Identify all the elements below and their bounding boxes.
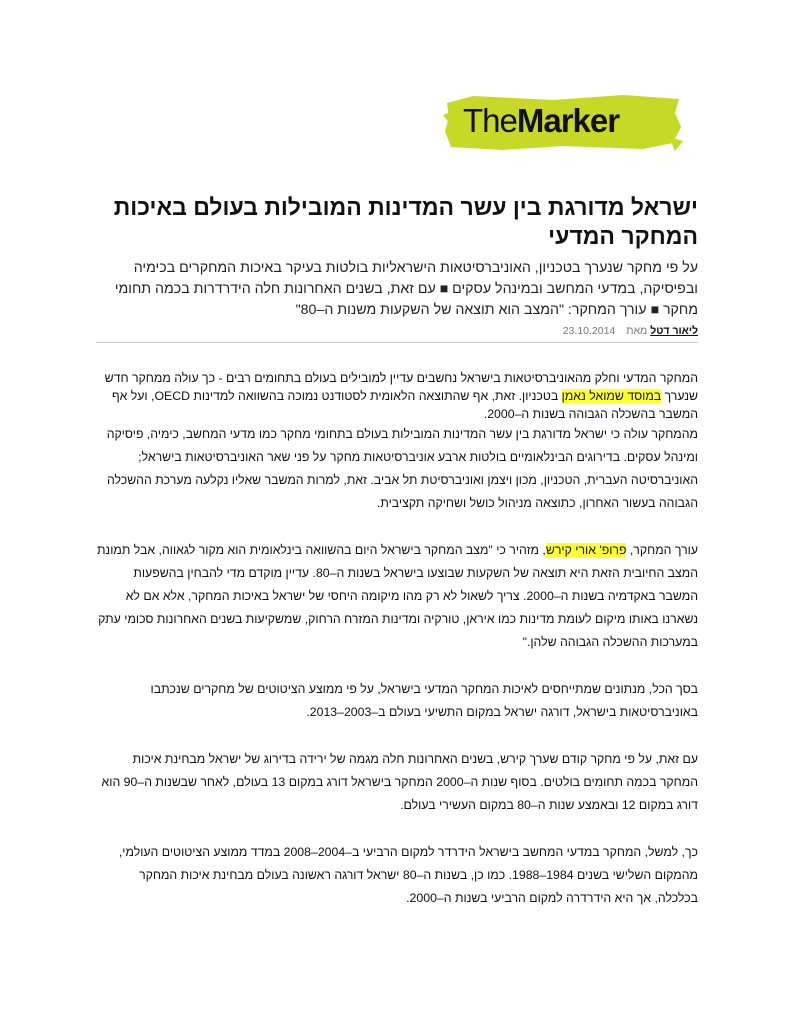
publish-date: 23.10.2014 bbox=[562, 325, 616, 337]
paragraph-5: עם זאת, על פי מחקר קודם שערך קירש, בשנים האחרונות חלה מגמה של ירידה בדירוג של ישראל מבחינת איכות המחקר בכמה תחומים בולטים. בסוף שנות ה–2000 המחקר בישראל דורג במקום 13 בעולם, לאחר שבשנות ה–90 הוא דורג במקום 12 ובאמצע שנות ה–80 במקום העשירי בעולם. bbox=[101, 752, 698, 812]
paragraph-2: מהמחקר עולה כי ישראל מדורגת בין עשר המדינות המובילות בעולם בתחומי מחקר כמו מדעי המחשב, כימיה, פיסיקה ומינהל עסקים. בדירוגים הבינלאומיים בולטות ארבע אוניברסיטאות מחקר על פני שאר האוניברסיטאות בישראל; האוניברסיטה העברית, הטכניון, מכון ויצמן ואוניברסיטת תל אביב. זאת, למרות המשבר שאליו נקלעה מערכת ההשכלה הגבוהה בעשור האחרון, כתוצאה מניהול כושל ושחיקה תקציבית. bbox=[106, 427, 698, 510]
logo-marker: Marker bbox=[516, 102, 620, 139]
article-subhead: על פי מחקר שנערך בטכניון, האוניברסיטאות הישראליות בולטות בעיקר באיכות המחקרים בכימיה ובפיסיקה, במדעי המחשב ובמינהל עסקים ■ עם זאת, בשנים האחרונות חלה הידרדרות בכמה תחומי מחקר ■ עורך המחקר: "המצב הוא תוצאה של השקעות משנות ה–80" bbox=[114, 260, 698, 318]
article-meta bbox=[563, 325, 698, 337]
article-body bbox=[94, 369, 698, 934]
highlight-samuel-neaman[interactable]: במוסד שמואל נאמן bbox=[561, 389, 662, 403]
author-link[interactable]: ליאור דטל bbox=[650, 325, 698, 337]
paragraph-3: עורך המחקר, פרופ' אורי קירש, מזהיר כי "מצב המחקר בישראל היום בהשוואה בינלאומית הוא מקור לגאווה, אבל תמונת המצב החיובית הזאת היא תוצאה של השקעות שבוצעו בישראל בשנות ה–80. עדיין מוקדם מדי להבחין בהשפעות המשבר באקדמיה בשנות ה–2000. צריך לשאול לא רק מהו מיקומה היחסי של ישראל באיכות המחקר, אלא אם לא נשארנו באותו מיקום לעומת מדינות כמו איראן, טורקיה ומדינות המזרח הרחוק, שמשקיעות בשנים האחרונות סכומי עתק במערכות ההשכלה הגבוהה שלהן." bbox=[96, 543, 698, 649]
by-label: מאת bbox=[626, 325, 648, 337]
paragraph-4: בסך הכל, מנתונים שמתייחסים לאיכות המחקר המדעי בישראל, על פי ממוצע הציטוטים של מחקרים שנכתבו באוניברסיטאות בישראל, דורגה ישראל במקום התשיעי בעולם ב–2003–2013. bbox=[150, 682, 698, 719]
article-headline: ישראל מדורגת בין עשר המדינות המובילות בעולם באיכות המחקר המדעי bbox=[113, 194, 698, 249]
divider bbox=[96, 342, 698, 343]
logo-the: The bbox=[463, 102, 517, 139]
logo-wordmark bbox=[463, 102, 619, 140]
highlight-uri-kirsch[interactable]: פרופ' אורי קירש bbox=[545, 543, 627, 557]
paragraph-6: כך, למשל, המחקר במדעי המחשב בישראל הידרדר למקום הרביעי ב–2004–2008 במדד ממוצע הציטוטים העולמי, מהמקום השלישי בשנים 1984–1988. כמו כן, בשנות ה–80 ישראל דורגה ראשונה בעולם מבחינת איכות המחקר בכלכלה, אך היא הידרדרה למקום הרביעי בשנות ה–2000. bbox=[118, 845, 698, 905]
paragraph-1: המחקר המדעי וחלק מהאוניברסיטאות בישראל נחשבים עדיין למובילים בעולם בתחומים רבים - כך עולה ממחקר חדש שנערך במוסד שמואל נאמן בטכניון. זאת, אף שהתוצאה הלאומית לסטודנט נמוכה בהשוואה למדינות OECD, ועל אף המשבר בהשכלה הגבוהה בשנות ה–2000. bbox=[104, 371, 698, 421]
themarker-logo[interactable] bbox=[443, 93, 683, 153]
